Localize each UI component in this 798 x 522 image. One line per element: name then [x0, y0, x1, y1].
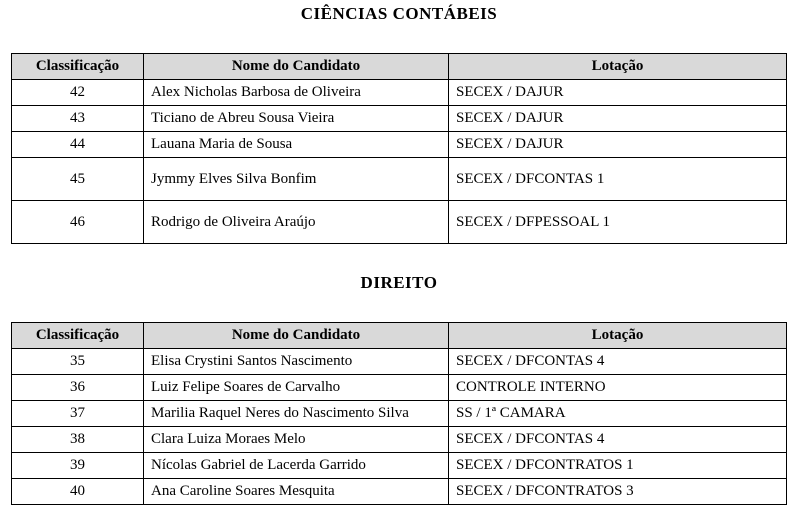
- table-header-row: [12, 323, 787, 349]
- cell-lotacao: SECEX / DFCONTAS 1: [449, 158, 787, 201]
- column-header-nome: Nome do Candidato: [144, 323, 449, 349]
- table-row: [12, 106, 787, 132]
- cell-classificacao: 43: [12, 106, 144, 132]
- cell-nome: Marilia Raquel Neres do Nascimento Silva: [144, 401, 449, 427]
- table-row: [12, 158, 787, 201]
- table-row: [12, 401, 787, 427]
- column-header-lotacao: Lotação: [449, 54, 787, 80]
- table-row: [12, 453, 787, 479]
- column-header-classificacao: Classificação: [12, 54, 144, 80]
- cell-nome: Elisa Crystini Santos Nascimento: [144, 349, 449, 375]
- column-header-nome: Nome do Candidato: [144, 54, 449, 80]
- cell-classificacao: 44: [12, 132, 144, 158]
- cell-nome: Luiz Felipe Soares de Carvalho: [144, 375, 449, 401]
- cell-nome: Nícolas Gabriel de Lacerda Garrido: [144, 453, 449, 479]
- cell-classificacao: 45: [12, 158, 144, 201]
- cell-lotacao: SECEX / DFPESSOAL 1: [449, 201, 787, 244]
- cell-nome: Lauana Maria de Sousa: [144, 132, 449, 158]
- cell-classificacao: 39: [12, 453, 144, 479]
- cell-lotacao: SECEX / DAJUR: [449, 80, 787, 106]
- cell-classificacao: 35: [12, 349, 144, 375]
- cell-nome: Ticiano de Abreu Sousa Vieira: [144, 106, 449, 132]
- cell-lotacao: SECEX / DFCONTRATOS 1: [449, 453, 787, 479]
- cell-nome: Alex Nicholas Barbosa de Oliveira: [144, 80, 449, 106]
- cell-nome: Clara Luiza Moraes Melo: [144, 427, 449, 453]
- table-row: [12, 427, 787, 453]
- direito-table: [11, 322, 787, 505]
- section-title-direito: DIREITO: [360, 273, 438, 292]
- table-header-row: [12, 54, 787, 80]
- cell-lotacao: CONTROLE INTERNO: [449, 375, 787, 401]
- cell-classificacao: 37: [12, 401, 144, 427]
- table-row: [12, 375, 787, 401]
- cell-lotacao: SECEX / DFCONTAS 4: [449, 349, 787, 375]
- table-row: [12, 132, 787, 158]
- table-row: [12, 80, 787, 106]
- cell-lotacao: SS / 1ª CAMARA: [449, 401, 787, 427]
- section-title-ciencias-contabeis: CIÊNCIAS CONTÁBEIS: [300, 4, 498, 23]
- table-row: [12, 349, 787, 375]
- cell-classificacao: 38: [12, 427, 144, 453]
- cell-nome: Ana Caroline Soares Mesquita: [144, 479, 449, 505]
- cell-classificacao: 46: [12, 201, 144, 244]
- cell-classificacao: 42: [12, 80, 144, 106]
- table-row: [12, 479, 787, 505]
- cell-nome: Rodrigo de Oliveira Araújo: [144, 201, 449, 244]
- cell-lotacao: SECEX / DAJUR: [449, 106, 787, 132]
- column-header-lotacao: Lotação: [449, 323, 787, 349]
- cell-lotacao: SECEX / DAJUR: [449, 132, 787, 158]
- cell-lotacao: SECEX / DFCONTAS 4: [449, 427, 787, 453]
- cell-classificacao: 40: [12, 479, 144, 505]
- cell-classificacao: 36: [12, 375, 144, 401]
- ciencias-contabeis-table: [11, 53, 787, 244]
- column-header-classificacao: Classificação: [12, 323, 144, 349]
- cell-lotacao: SECEX / DFCONTRATOS 3: [449, 479, 787, 505]
- table-row: [12, 201, 787, 244]
- cell-nome: Jymmy Elves Silva Bonfim: [144, 158, 449, 201]
